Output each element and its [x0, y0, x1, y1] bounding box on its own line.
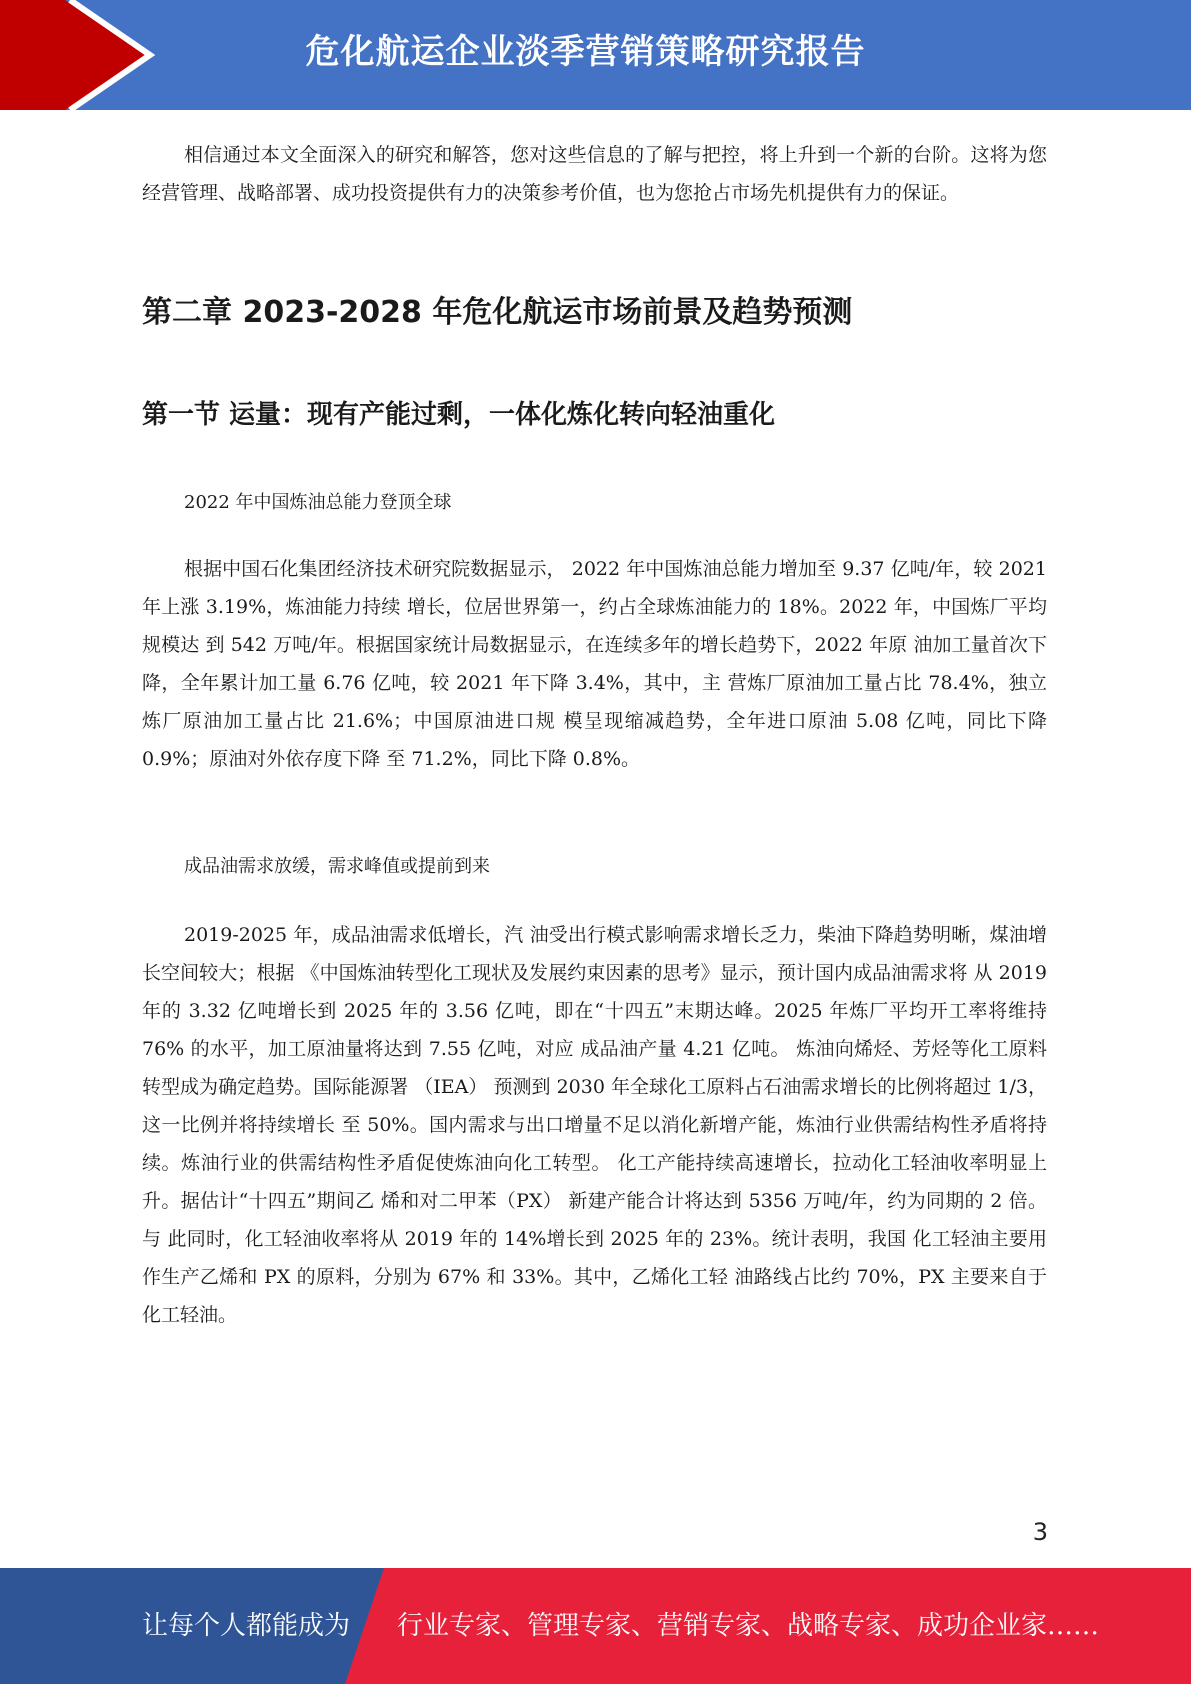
report-title: 危化航运企业淡季营销策略研究报告 [305, 32, 866, 72]
footer-slogan-left: 让每个人都能成为 [142, 1611, 351, 1641]
page-header [0, 0, 1191, 110]
subsection-body [142, 916, 1047, 1334]
intro-block [142, 136, 1047, 212]
intro-paragraph: 相信通过本文全面深入的研究和解答，您对这些信息的了解与把控，将上升到一个新的台阶。这将为您经营管理、战略部署、成功投资提供有力的决策参考价值，也为您抢占市场先机提供有力的保证。 [142, 144, 1047, 204]
subsection-paragraph: 2019-2025 年，成品油需求低增长，汽 油受出行模式影响需求增长乏力，柴油下降趋势明晰，煤油增长空间较大；根据 《中国炼油转型化工现状及发展约束因素的思考》显示，预计国内成品油需求将 从 2019 年的 3.32 亿吨增长到 2025 年的 3.56 亿吨，即在“十四五”末期达峰。2025 年炼厂平均开工率将维持 76% 的水平，加工原油量将达到 7.55 亿吨，对应 成品油产量 4.21 亿吨。 炼油向烯烃、芳烃等化工原料转型成为确定趋势。国际能源署 （IEA） 预测到 2030 年全球化工原料占石油需求增长的比例将超过 1/3，这一比例并将持续增长 至 50%。国内需求与出口增量不足以消化新增产能，炼油行业供需结构性矛盾将持 续。炼油行业的供需结构性矛盾促使炼油向化工转型。 化工产能持续高速增长，拉动化工轻油收率明显上升。据估计“十四五”期间乙 烯和对二甲苯（PX） 新建产能合计将达到 5356 万吨/年，约为同期的 2 倍。与 此同时，化工轻油收率将从 2019 年的 14%增长到 2025 年的 23%。统计表明，我国 化工轻油主要用作生产乙烯和 PX 的原料，分别为 67% 和 33%。其中，乙烯化工轻 油路线占比约 70%，PX 主要来自于化工轻油。 [142, 924, 1047, 1326]
subsection-body [142, 550, 1047, 778]
page-number: 3 [1032, 1518, 1048, 1546]
chapter-title: 第二章 2023-2028 年危化航运市场前景及趋势预测 [142, 295, 853, 330]
subsection-heading: 2022 年中国炼油总能力登顶全球 [184, 492, 452, 513]
subsection-paragraph: 根据中国石化集团经济技术研究院数据显示， 2022 年中国炼油总能力增加至 9.37 亿吨/年，较 2021 年上涨 3.19%，炼油能力持续 增长，位居世界第一，约占全球炼油能力的 18%。2022 年，中国炼厂平均规模达 到 542 万吨/年。根据国家统计局数据显示，在连续多年的增长趋势下，2022 年原 油加工量首次下降，全年累计加工量 6.76 亿吨，较 2021 年下降 3.4%，其中，主 营炼厂原油加工量占比 78.4%，独立炼厂原油加工量占比 21.6%；中国原油进口规 模呈现缩减趋势，全年进口原油 5.08 亿吨，同比下降 0.9%；原油对外依存度下降 至 71.2%，同比下降 0.8%。 [142, 558, 1047, 770]
header-chevron-icon [0, 0, 160, 110]
page-footer [0, 1568, 1191, 1684]
subsection-heading: 成品油需求放缓，需求峰值或提前到来 [184, 856, 490, 877]
section-title: 第一节 运量：现有产能过剩，一体化炼化转向轻油重化 [142, 400, 776, 430]
footer-slogan-right: 行业专家、管理专家、营销专家、战略专家、成功企业家…… [397, 1611, 1100, 1641]
